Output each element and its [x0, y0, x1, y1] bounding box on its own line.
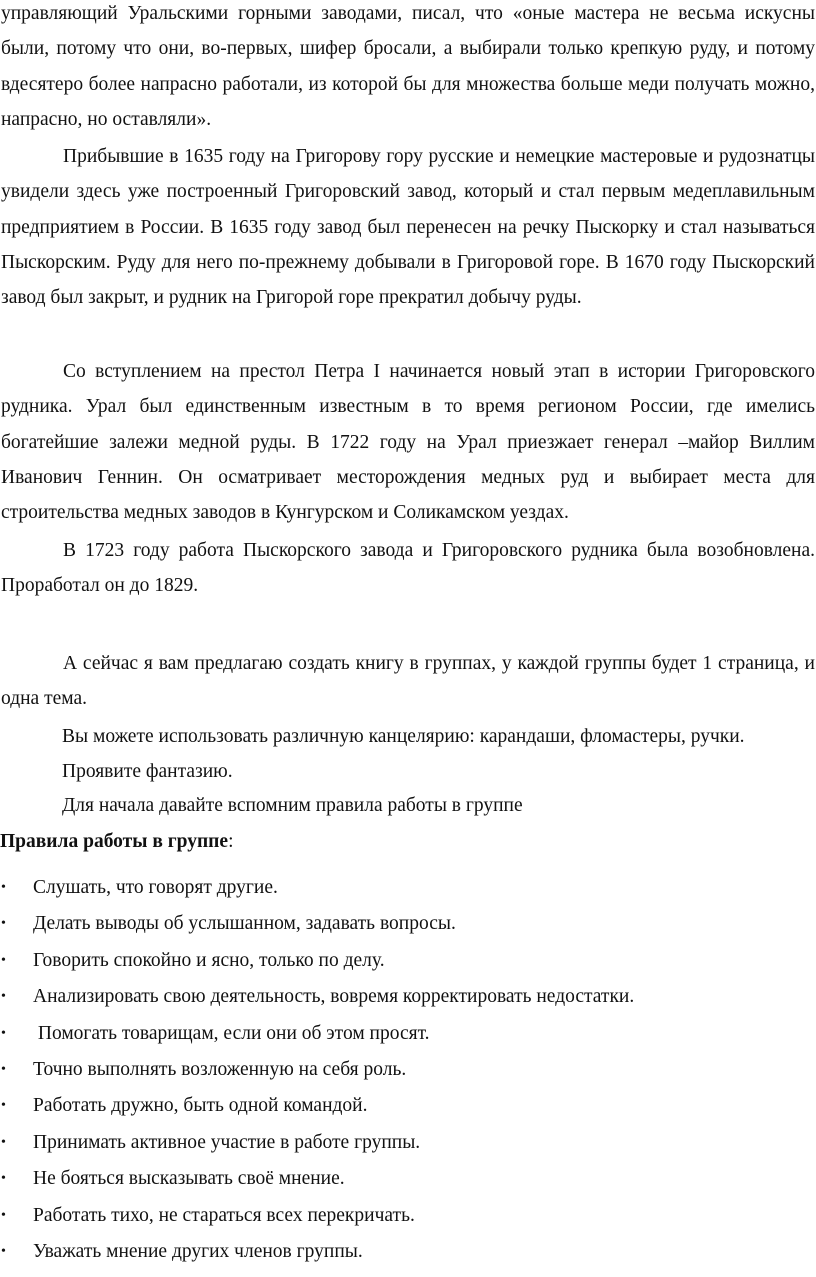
bullet-icon: •: [1, 1025, 6, 1041]
list-item: [0, 1198, 816, 1234]
rules-heading-colon: :: [228, 831, 234, 852]
rule-text: Работать дружно, быть одной командой.: [33, 1095, 368, 1117]
list-item: [0, 1125, 816, 1161]
bullet-icon: •: [1, 989, 6, 1005]
bullet-icon: •: [1, 952, 6, 968]
bullet-icon: •: [1, 880, 6, 895]
paragraph-3: Со вступлением на престол Петра I начинается новый этап в истории Григоровского рудника. Урал был единственным известным в то время регионом России, где имелись богатейшие залежи медной руды. В 1722 году на Урал приезжает генерал –майор Виллим Иванович Геннин. Он осматривает месторождения медных руд и выбирает места для строительства медных заводов в Кунгурском и Соликамском уездах.: [1, 361, 815, 524]
rule-text: Не бояться высказывать своё мнение.: [33, 1168, 345, 1190]
paragraph-5: А сейчас я вам предлагаю создать книгу в группах, у каждой группы будет 1 страница, и одна тема.: [1, 653, 815, 710]
rule-text: Точно выполнять возложенную на себя роль.: [33, 1058, 407, 1080]
bullet-icon: •: [1, 1134, 6, 1150]
rule-text: Уважать мнение других членов группы.: [33, 1240, 363, 1262]
rule-text: Говорить спокойно и ясно, только по делу.: [33, 949, 385, 971]
rule-text: Помогать товарищам, если они об этом просят.: [33, 1022, 430, 1044]
instruction-line-1: Вы можете использовать различную канцелярию: карандаши, фломастеры, ручки.: [62, 726, 745, 747]
bullet-icon: •: [1, 1207, 6, 1223]
bullet-icon: •: [1, 916, 6, 932]
list-item: [0, 906, 816, 942]
list-item: [0, 1088, 816, 1124]
list-item: [0, 943, 816, 979]
list-item: [0, 1016, 816, 1052]
rule-text: Анализировать свою деятельность, вовремя корректировать недостатки.: [33, 986, 635, 1008]
rules-heading: [0, 824, 234, 859]
list-item: [0, 1052, 816, 1088]
rules-heading-text: Правила работы в группе: [0, 831, 229, 852]
bullet-icon: •: [1, 1098, 6, 1114]
rule-text: Слушать, что говорят другие.: [33, 877, 278, 898]
bullet-icon: •: [1, 1171, 6, 1187]
bullet-icon: •: [1, 1061, 6, 1077]
list-item: [0, 1234, 816, 1270]
rule-text: Делать выводы об услышанном, задавать вопросы.: [33, 913, 456, 935]
rule-text: Работать тихо, не стараться всех перекричать.: [33, 1204, 415, 1226]
paragraph-4: В 1723 году работа Пыскорского завода и Григоровского рудника была возобновлена. Проработал он до 1829.: [1, 540, 815, 597]
paragraph-2: Прибывшие в 1635 году на Григорову гору русские и немецкие мастеровые и рудознатцы увидели здесь уже построенный Григоровский завод, который и стал первым медеплавильным предприятием в России. В 1635 году завод был перенесен на речку Пыскорку и стал называться Пыскорским. Руду для него по-прежнему добывали в Григоровой горе. В 1670 году Пыскорский завод был закрыт, и рудник на Григорой горе прекратил добычу руды.: [1, 146, 815, 309]
list-item: [0, 979, 816, 1015]
instruction-line-2: Проявите фантазию.: [62, 761, 233, 782]
paragraph-1: управляющий Уральскими горными заводами, писал, что «оные мастера не весьма искусны были, потому что они, во-первых, шифер бросали, а выбирали только крепкую руду, и потому вдесятеро более напрасно работали, из которой бы для множества больше меди получать можно, напрасно, но оставляли».: [1, 3, 815, 130]
instruction-line-3: Для начала давайте вспомним правила работы в группе: [62, 795, 523, 816]
rule-text: Принимать активное участие в работе группы.: [33, 1131, 421, 1153]
list-item: [0, 1161, 816, 1197]
list-item: [0, 870, 816, 906]
rules-list: [0, 870, 816, 1270]
bullet-icon: •: [1, 1243, 6, 1259]
